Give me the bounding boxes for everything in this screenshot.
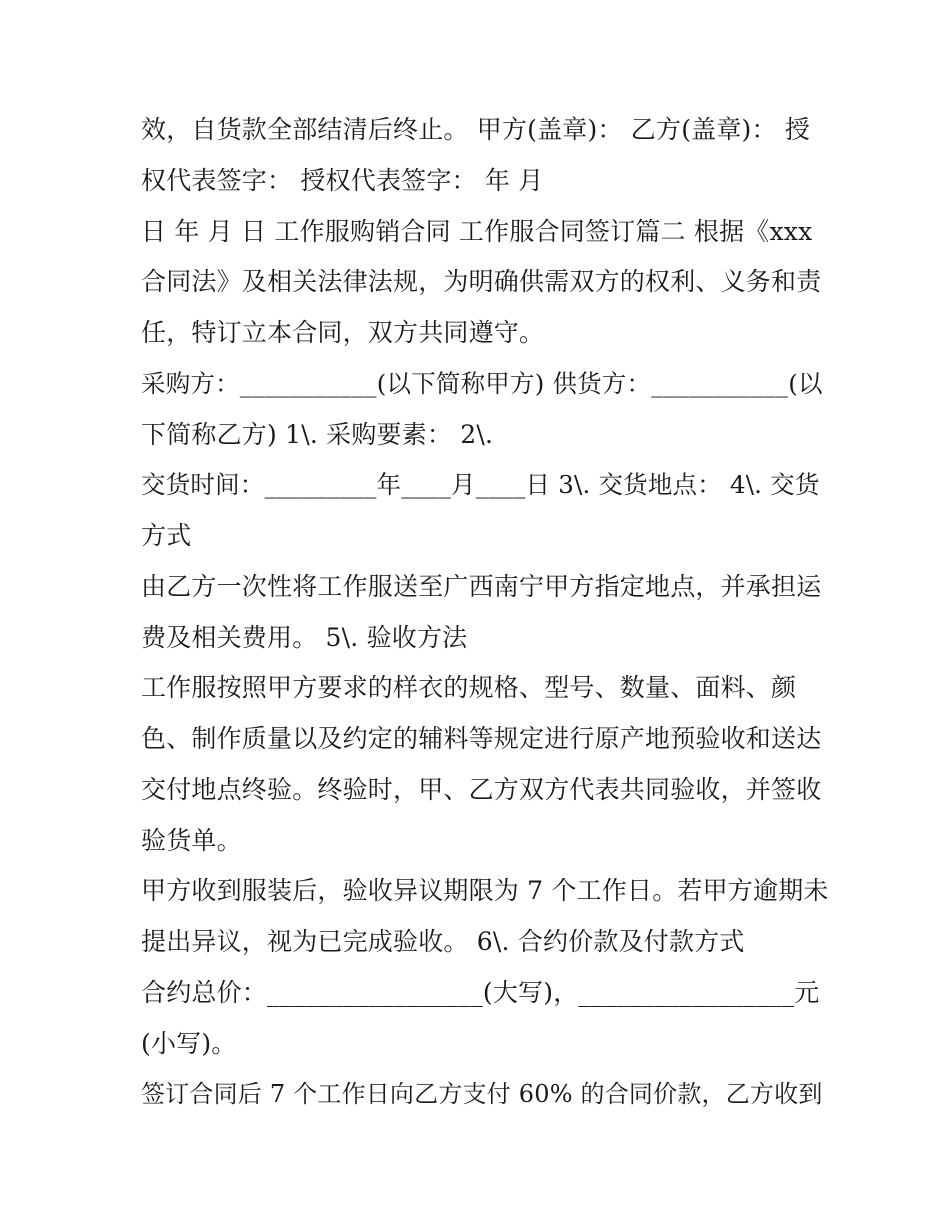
text-line: 下简称乙方) 1\. 采购要素： 2\. [141,420,494,449]
text-line: 合约总价：_________________(大写)，_________________元 [141,978,820,1007]
text-line: 合同法》及相关法律法规，为明确供需双方的权利、义务和责 [141,267,822,296]
text-line: 色、制作质量以及约定的辅料等规定进行原产地预验收和送达 [141,724,822,753]
text-line: 任，特订立本合同，双方共同遵守。 [141,318,545,347]
text-line: (小写)。 [141,1029,237,1058]
text-line: 交付地点终验。终验时，甲、乙方双方代表共同验收，并签收 [141,775,822,804]
text-line: 提出异议，视为已完成验收。 6\. 合约价款及付款方式 [141,927,745,956]
text-line: 采购方：___________(以下简称甲方) 供货方：___________(以 [141,369,823,398]
text-line: 权代表签字： 授权代表签字： 年 月 [141,166,544,195]
text-line: 甲方收到服装后，验收异议期限为 7 个工作日。若甲方逾期未 [141,876,829,905]
text-line: 方式 [141,521,192,550]
text-line: 交货时间：_________年____月____日 3\. 交货地点： 4\. 交货 [141,470,820,499]
text-line: 签订合同后 7 个工作日向乙方支付 60% 的合同价款，乙方收到 [141,1080,823,1108]
text-line: 日 年 月 日 工作服购销合同 工作服合同签订篇二 根据《xxx [141,217,813,246]
text-line: 效，自货款全部结清后终止。 甲方(盖章)： 乙方(盖章)： 授 [141,115,811,144]
text-line: 验货单。 [141,826,242,855]
text-line: 由乙方一次性将工作服送至广西南宁甲方指定地点，并承担运 [141,572,822,601]
text-line: 费及相关费用。 5\. 验收方法 [141,623,468,652]
text-line: 工作服按照甲方要求的样衣的规格、型号、数量、面料、颜 [141,673,797,702]
